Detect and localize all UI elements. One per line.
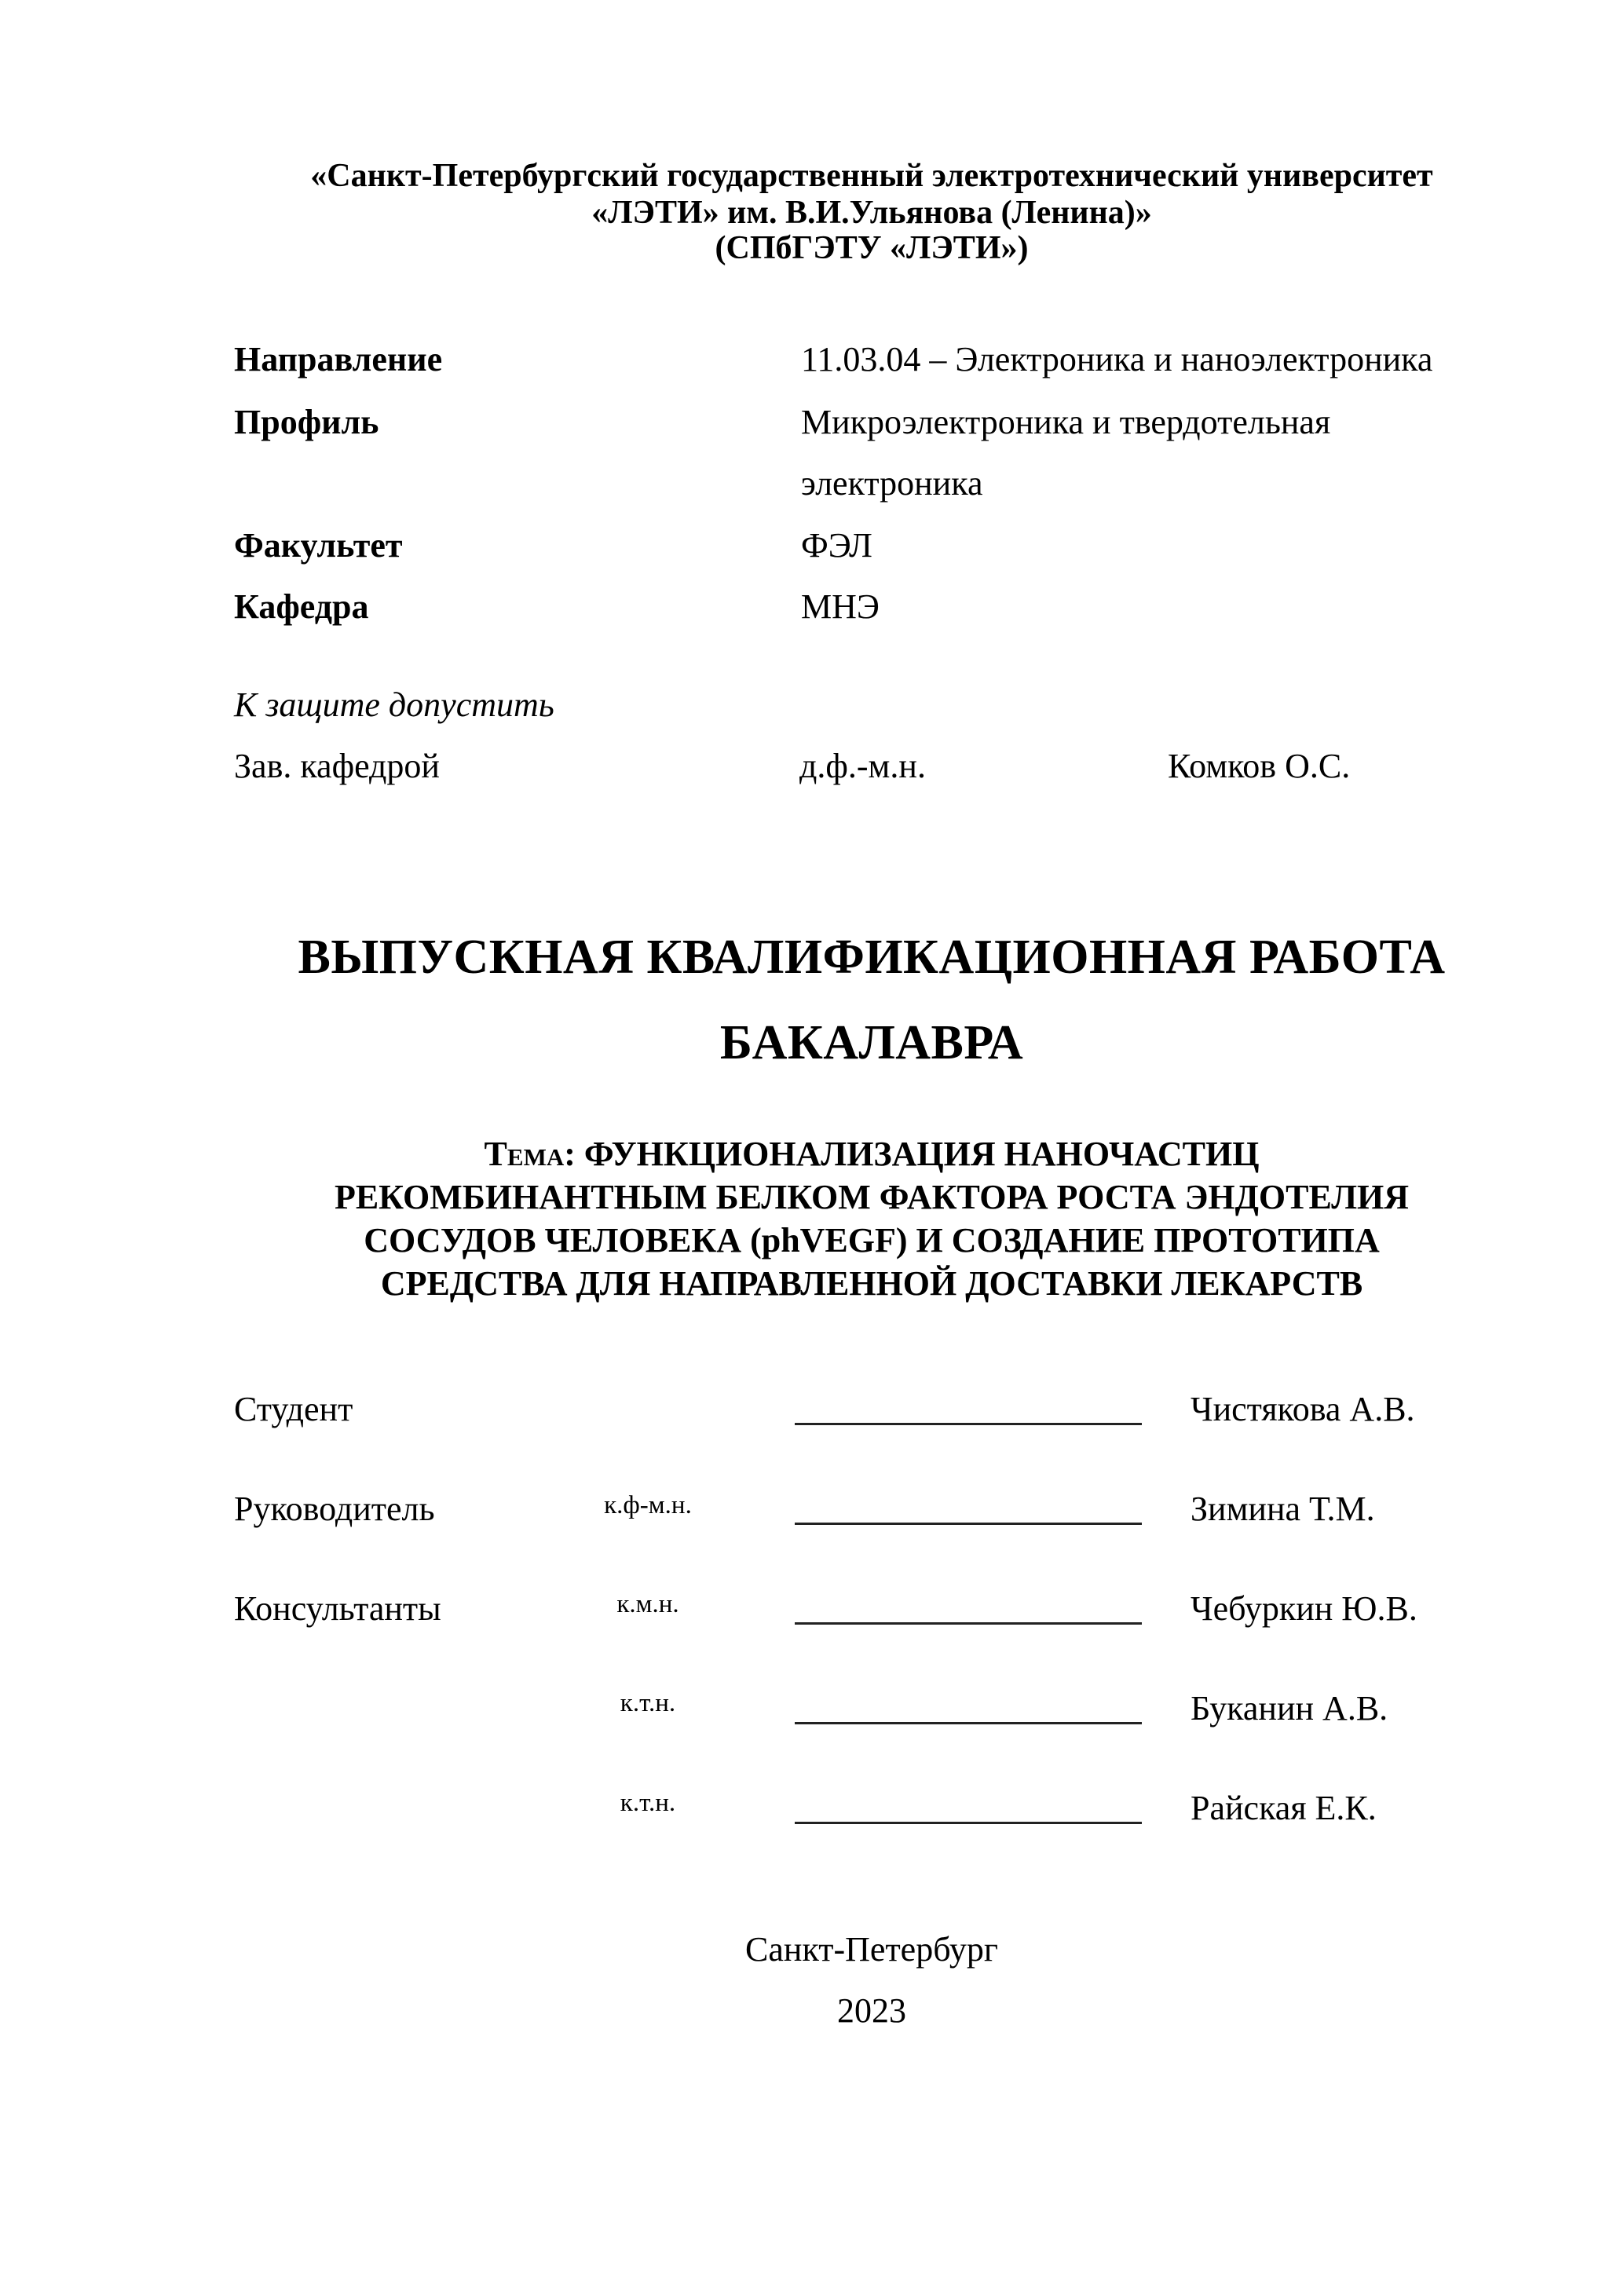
document-title-line1: ВЫПУСКНАЯ КВАЛИФИКАЦИОННАЯ РАБОТА	[298, 930, 1446, 984]
university-name-line1: «Санкт-Петербургский государственный электротехнический университет	[310, 158, 1433, 194]
signature-line-consultant-3	[795, 1822, 1142, 1824]
signature-role-supervisor: Руководитель	[234, 1490, 435, 1528]
department-label: Кафедра	[234, 587, 369, 626]
document-title-line2: БАКАЛАВРА	[719, 1016, 1024, 1069]
signature-line-supervisor	[795, 1523, 1142, 1525]
profile-value-line1: Микроэлектроника и твердотельная	[801, 403, 1331, 441]
signature-line-student	[795, 1423, 1142, 1425]
head-of-department-degree: д.ф.-м.н.	[799, 747, 926, 785]
profile-label: Профиль	[234, 403, 379, 441]
subject-line3: СОСУДОВ ЧЕЛОВЕКА (phVEGF) И СОЗДАНИЕ ПРОТОТИПА	[364, 1221, 1380, 1260]
signature-degree-supervisor: к.ф-м.н.	[604, 1491, 692, 1519]
subject-line4: СРЕДСТВА ДЛЯ НАПРАВЛЕННОЙ ДОСТАВКИ ЛЕКАРСТВ	[380, 1264, 1363, 1303]
signature-line-consultant-1	[795, 1622, 1142, 1625]
signature-name-student: Чистякова А.В.	[1191, 1390, 1415, 1428]
direction-value: 11.03.04 – Электроника и наноэлектроника	[801, 340, 1433, 378]
subject-line1	[236, 1137, 1508, 1172]
footer-year: 2023	[837, 1991, 906, 2030]
head-of-department-role: Зав. кафедрой	[234, 747, 440, 785]
faculty-label: Факультет	[234, 526, 403, 565]
head-of-department-name: Комков О.С.	[1168, 747, 1351, 785]
subject-text-line1: ФУНКЦИОНАЛИЗАЦИЯ НАНОЧАСТИЦ	[575, 1135, 1260, 1173]
approval-caption: К защите допустить	[234, 686, 554, 724]
signature-degree-consultant-1: к.м.н.	[616, 1590, 679, 1618]
subject-line2: РЕКОМБИНАНТНЫМ БЕЛКОМ ФАКТОРА РОСТА ЭНДОТЕЛИЯ	[334, 1178, 1410, 1216]
signature-name-consultant-1: Чебуркин Ю.В.	[1191, 1589, 1417, 1628]
subject-colon: :	[564, 1135, 576, 1173]
university-abbreviation: (СПбГЭТУ «ЛЭТИ»)	[715, 230, 1029, 266]
faculty-value: ФЭЛ	[801, 526, 872, 565]
signature-role-student: Студент	[234, 1390, 353, 1428]
signature-name-consultant-2: Буканин А.В.	[1191, 1689, 1388, 1727]
signature-line-consultant-2	[795, 1722, 1142, 1724]
direction-label: Направление	[234, 340, 443, 378]
footer-city: Санкт-Петербург	[745, 1930, 998, 1969]
profile-value-line2: электроника	[801, 464, 983, 503]
signature-degree-consultant-3: к.т.н.	[620, 1789, 676, 1817]
subject-prefix: Тема	[484, 1135, 565, 1173]
signature-name-consultant-3: Райская Е.К.	[1191, 1789, 1377, 1827]
university-name-line2: «ЛЭТИ» им. В.И.Ульянова (Ленина)»	[591, 195, 1152, 231]
department-value: МНЭ	[801, 587, 880, 626]
signature-name-supervisor: Зимина Т.М.	[1191, 1490, 1375, 1528]
signature-degree-consultant-2: к.т.н.	[620, 1689, 676, 1717]
signature-role-consultants: Консультанты	[234, 1589, 441, 1628]
